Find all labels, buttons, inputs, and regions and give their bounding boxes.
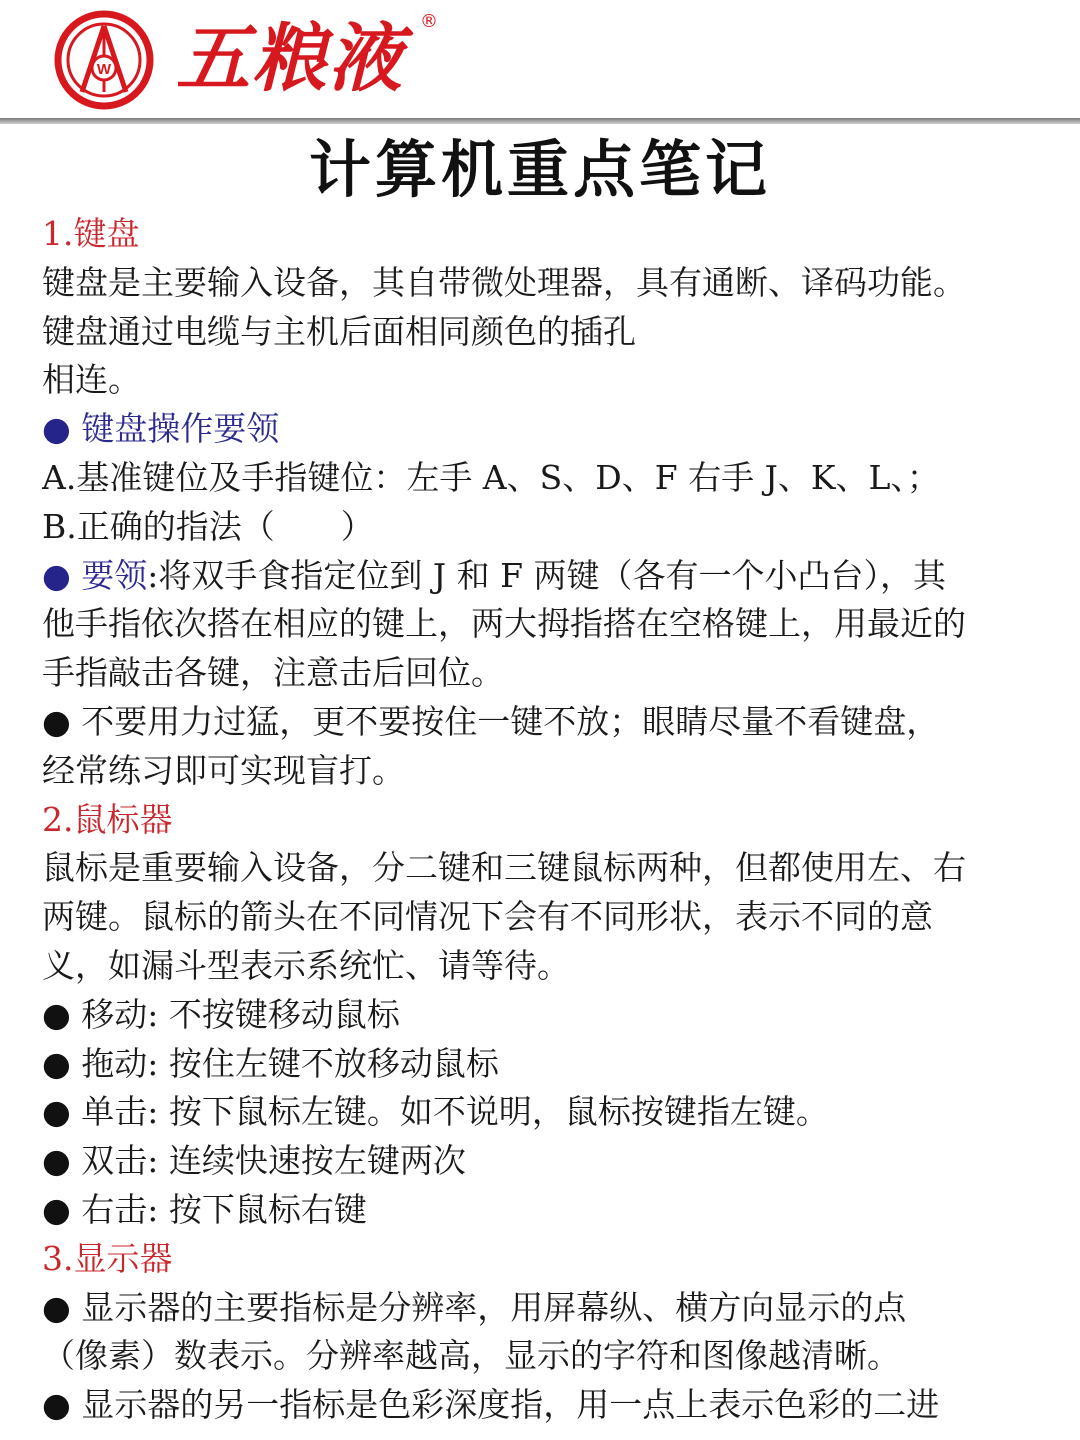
tip-line: 手指敲击各键，注意击后回位。 [42,653,504,693]
section-heading-keyboard: 1.键盘 [42,214,140,253]
list-item [42,1381,1042,1430]
note-line [42,698,1042,747]
note-line: 经常练习即可实现盲打。 [42,750,405,790]
list-item [42,1186,1042,1235]
tip-line: 他手指依次搭在相应的键上，两大拇指搭在空格键上，用最近的 [42,604,966,644]
bullet-dot-icon: ● [42,701,71,741]
brand-header [0,0,1080,118]
emblem-letter: W [96,61,112,78]
list-item [42,1040,1042,1089]
bullet-dot-icon: ● [42,1287,71,1327]
list-item [42,1137,1042,1186]
paragraph-line: （像素）数表示。分辨率越高，显示的字符和图像越清晰。 [42,1336,900,1376]
bullet-dot-icon: ● [42,1385,71,1425]
mouse-action-double-click: 双击: 连续快速按左键两次 [81,1141,466,1181]
list-item [42,1284,1042,1333]
mouse-action-click: 单击: 按下鼠标左键。如不说明，鼠标按键指左键。 [81,1092,829,1132]
paragraph-line: 键盘是主要输入设备，其自带微处理器，具有通断、译码功能。 [42,262,966,302]
bullet-dot-icon: ● [42,409,71,449]
paragraph-line: 相连。 [42,360,141,400]
tip-line [42,552,1042,601]
paragraph-line: 义，如漏斗型表示系统忙、请等待。 [42,945,570,985]
section-heading-mouse: 2.鼠标器 [42,799,173,839]
bullet-dot-icon: ● [42,555,71,595]
mouse-action-drag: 拖动: 按住左键不放移动鼠标 [81,1043,499,1083]
wuliangye-emblem-icon [52,10,156,110]
paragraph-line: 键盘通过电缆与主机后面相同颜色的插孔 [42,311,636,351]
notes-body [42,210,1042,1430]
mouse-action-move: 移动: 不按键移动鼠标 [81,994,400,1034]
list-item: B.正确的指法（ ） [42,506,374,546]
mouse-action-right-click: 右击: 按下鼠标右键 [81,1189,367,1229]
section-heading-monitor: 3.显示器 [42,1238,173,1278]
subheading-label: 键盘操作要领 [81,409,280,449]
tip-label: 要领 [81,555,148,595]
bullet-dot-icon: ● [42,1092,71,1132]
registered-mark-icon [418,10,440,32]
tip-text: :将双手食指定位到 J 和 F 两键（各有一个小凸台），其 [147,555,946,595]
paragraph-line: 鼠标是重要输入设备，分二键和三键鼠标两种，但都使用左、右 [42,848,966,888]
list-item: A.基准键位及手指键位：左手 A、S、D、F 右手 J、K、L、； [42,457,940,497]
note-text: 不要用力过猛，更不要按住一键不放；眼睛尽量不看键盘， [81,701,940,741]
list-item [42,1088,1042,1137]
paragraph-line: 两键。鼠标的箭头在不同情况下会有不同形状，表示不同的意 [42,897,933,937]
header-divider [0,118,1080,124]
bullet-dot-icon: ● [42,1141,71,1181]
monitor-point-resolution: 显示器的主要指标是分辨率，用屏幕纵、横方向显示的点 [81,1287,907,1327]
list-item [42,991,1042,1040]
subheading-keyboard-technique [42,405,1042,454]
bullet-dot-icon: ● [42,1189,71,1229]
page-title: 计算机重点笔记 [308,133,771,206]
svg-text:®: ® [420,11,438,32]
bullet-dot-icon: ● [42,994,71,1034]
monitor-point-color-depth: 显示器的另一指标是色彩深度指，用一点上表示色彩的二进 [81,1385,940,1425]
bullet-dot-icon: ● [42,1043,71,1083]
brand-name: 五粮液 [176,16,404,102]
